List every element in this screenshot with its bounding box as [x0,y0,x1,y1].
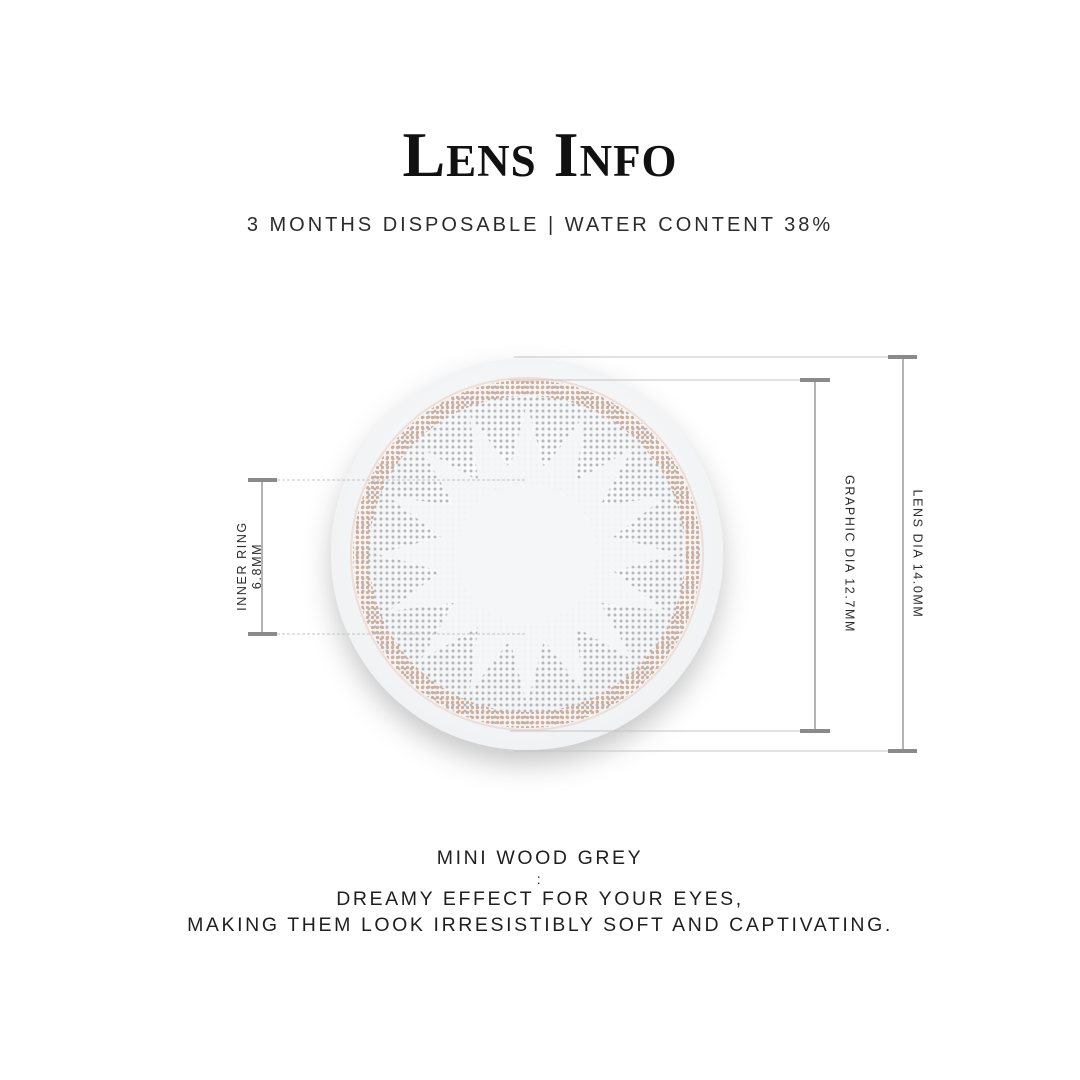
product-description [0,845,1080,938]
page-title: Lens Info [402,119,678,190]
graphic-dia-bracket [800,380,830,731]
description-separator: : [536,871,544,887]
description-line-1: DREAMY EFFECT FOR YOUR EYES, [336,888,744,910]
lens-dia-label: LENS DIA 14.0MM [910,489,925,619]
description-line-2: MAKING THEM LOOK IRRESISTIBLY SOFT AND CAPTIVATING. [187,914,893,936]
graphic-dia-label: GRAPHIC DIA 12.7MM [842,475,857,633]
inner-ring-label [235,521,265,611]
inner-ring-label-line1: INNER RING [235,521,249,611]
product-name: MINI WOOD GREY [436,847,644,869]
inner-ring-label-line2: 6.8MM [250,542,264,590]
page-subtitle: 3 MONTHS DISPOSABLE | WATER CONTENT 38% [246,214,834,236]
